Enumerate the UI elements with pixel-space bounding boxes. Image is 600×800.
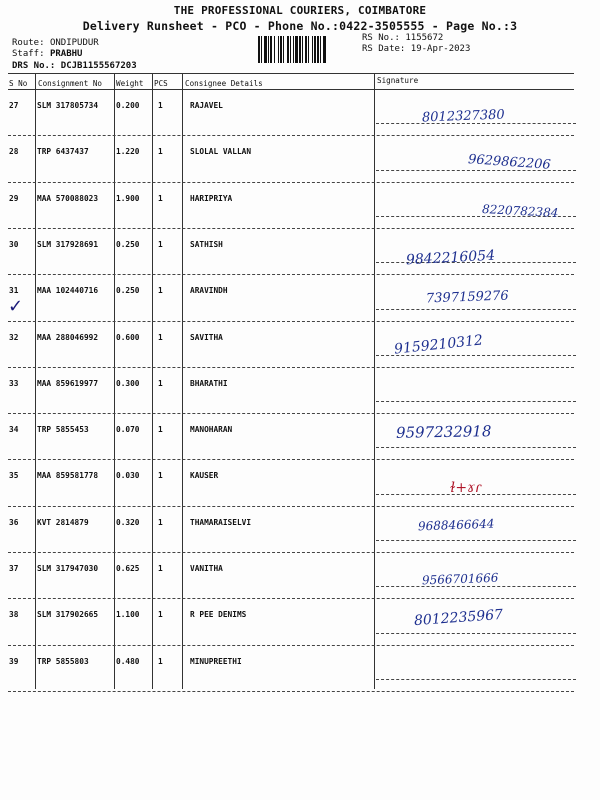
staff-label: Staff:: [12, 49, 45, 59]
cell-consignee: RAJAVEL: [190, 101, 223, 110]
signature-line: [376, 633, 576, 634]
cell-sno: 34: [9, 425, 19, 435]
barcode-bar: [320, 36, 321, 63]
rs-date-line: [362, 44, 470, 54]
handwritten-signature: 9688466644: [417, 516, 495, 534]
cell-consignee: MANOHARAN: [190, 425, 233, 435]
cell-pcs: 1: [158, 239, 163, 249]
cell-weight: 0.480: [116, 656, 140, 666]
column-header-consignee: Consignee Details: [185, 79, 263, 88]
handwritten-signature: 8012235967: [413, 607, 504, 630]
barcode-bar: [302, 36, 303, 63]
cell-sno: 31: [9, 286, 19, 296]
barcode-bar: [299, 36, 301, 63]
cell-pcs: 1: [158, 147, 163, 157]
barcode-bar: [287, 36, 289, 63]
cell-pcs: 1: [158, 425, 163, 435]
row-divider: [8, 459, 574, 460]
column-header-signature: Signature: [377, 76, 419, 85]
cell-pcs: 1: [158, 101, 163, 110]
cell-consignment: MAA 859581778: [37, 471, 99, 481]
cell-weight: 0.070: [116, 425, 140, 435]
cell-sno: 32: [9, 332, 19, 342]
cell-consignee: BHARATHI: [190, 378, 228, 388]
rs-no-value: 1155672: [405, 33, 444, 43]
staff-line: [12, 49, 82, 59]
cell-pcs: 1: [158, 517, 163, 527]
cell-weight: 0.625: [116, 564, 140, 573]
row-divider: [8, 506, 574, 507]
barcode-bar: [323, 36, 326, 63]
cell-sno: 27: [9, 101, 19, 110]
barcode-bar: [278, 36, 279, 63]
row-divider: [8, 182, 574, 183]
row-divider: [8, 367, 574, 368]
signature-line: [376, 401, 576, 402]
cell-weight: 0.200: [116, 101, 140, 110]
cell-consignee: HARIPRIYA: [190, 193, 233, 203]
cell-consignee: SAVITHA: [190, 332, 223, 342]
route-line: [12, 38, 99, 48]
signature-line: [376, 586, 576, 587]
cell-sno: 30: [9, 239, 19, 249]
cell-weight: 0.300: [116, 378, 140, 388]
column-header-sno: S No: [9, 79, 28, 88]
cell-sno: 33: [9, 378, 19, 388]
cell-consignee: ARAVINDH: [190, 286, 228, 296]
cell-consignment: KVT 2814879: [37, 517, 89, 527]
cell-sno: 37: [9, 564, 19, 573]
barcode-bar: [314, 36, 316, 63]
column-header-consignment: Consignment No: [38, 79, 103, 88]
barcode-bar: [274, 36, 275, 63]
cell-sno: 38: [9, 610, 19, 620]
cell-sno: 39: [9, 656, 19, 666]
barcode-bar: [308, 36, 309, 63]
cell-consignment: TRP 5855803: [37, 656, 89, 666]
cell-pcs: 1: [158, 378, 163, 388]
cell-pcs: 1: [158, 471, 163, 481]
handwritten-signature: 9597232918: [395, 422, 492, 442]
barcode-image: [258, 36, 354, 63]
row-divider: [8, 413, 574, 414]
cell-weight: 0.600: [116, 332, 140, 342]
cell-consignee: SLOLAL VALLAN: [190, 147, 252, 157]
row-divider: [8, 321, 574, 322]
cell-consignment: MAA 859619977: [37, 378, 99, 388]
barcode-bar: [305, 36, 307, 63]
handwritten-signature: 9842216054: [405, 247, 496, 269]
row-divider: [8, 598, 574, 599]
rs-date-value: 19-Apr-2023: [410, 44, 471, 54]
cell-sno: 28: [9, 147, 19, 157]
cell-consignee: MINUPREETHI: [190, 656, 242, 666]
handwritten-signature: 8012327380: [421, 107, 505, 126]
cell-consignment: SLM 317805734: [37, 101, 99, 110]
signature-line: [376, 309, 576, 310]
row-divider: [8, 228, 574, 229]
cell-weight: 0.320: [116, 517, 140, 527]
row-divider: [8, 645, 574, 646]
handwritten-signature: 8220782384: [481, 201, 559, 220]
cell-pcs: 1: [158, 193, 163, 203]
header-bottom-border: [8, 89, 574, 90]
drs-label: DRS No.:: [12, 61, 56, 71]
cell-pcs: 1: [158, 332, 163, 342]
cell-consignee: KAUSER: [190, 471, 219, 481]
document-title: THE PROFESSIONAL COURIERS, COIMBATORE: [173, 4, 427, 17]
consignment-table: [8, 73, 574, 693]
signature-line: [376, 540, 576, 541]
barcode-bar: [295, 36, 298, 63]
cell-consignee: SATHISH: [190, 239, 223, 249]
cell-weight: 1.220: [116, 147, 140, 157]
rs-no-label: RS No.:: [362, 33, 400, 43]
cell-consignee: R PEE DENIMS: [190, 610, 247, 620]
barcode-bar: [264, 36, 267, 63]
cell-sno: 35: [9, 471, 19, 481]
row-divider: [8, 274, 574, 275]
cell-pcs: 1: [158, 564, 163, 573]
barcode-bar: [268, 36, 269, 63]
cell-weight: 0.250: [116, 286, 140, 296]
cell-consignment: SLM 317902665: [37, 610, 99, 620]
cell-consignment: MAA 570088023: [37, 193, 99, 203]
handwritten-signature: 9159210312: [393, 331, 484, 358]
drs-line: [12, 61, 137, 71]
barcode-bar: [290, 36, 291, 63]
cell-weight: 1.900: [116, 193, 140, 203]
drs-value: DCJB1155567203: [60, 61, 137, 71]
route-value: ONDIPUDUR: [49, 38, 99, 48]
rs-date-label: RS Date:: [362, 44, 406, 54]
cell-consignee: VANITHA: [190, 564, 223, 573]
cell-weight: 0.250: [116, 239, 140, 249]
staff-value: PRABHU: [49, 49, 83, 59]
barcode-bar: [280, 36, 282, 63]
signature-line: [376, 447, 576, 448]
cell-consignment: SLM 317947030: [37, 564, 99, 573]
column-divider: [374, 73, 375, 689]
route-label: Route:: [12, 38, 45, 48]
barcode-bar: [270, 36, 272, 63]
cell-sno: 29: [9, 193, 19, 203]
cell-sno: 36: [9, 517, 19, 527]
column-divider: [152, 73, 153, 689]
cell-weight: 0.030: [116, 471, 140, 481]
rs-no-line: [362, 33, 443, 43]
barcode-bar: [258, 36, 260, 63]
cell-consignment: MAA 288046992: [37, 332, 99, 342]
column-header-weight: Weight: [116, 79, 144, 88]
table-top-border: [8, 73, 574, 74]
cell-consignee: THAMARAISELVI: [190, 517, 252, 527]
handwritten-signature: 9566701666: [421, 570, 499, 588]
cell-consignment: MAA 102440716: [37, 286, 99, 296]
handwritten-signature: 7397159276: [425, 288, 509, 307]
cell-weight: 1.100: [116, 610, 140, 620]
barcode-bar: [312, 36, 313, 63]
barcode-bar: [317, 36, 319, 63]
barcode-bar: [261, 36, 262, 63]
barcode-bar: [283, 36, 284, 63]
barcode-bar: [293, 36, 294, 63]
cell-consignment: TRP 5855453: [37, 425, 89, 435]
row-divider: [8, 135, 574, 136]
column-divider: [35, 73, 36, 689]
row-divider: [8, 691, 574, 692]
document-subtitle: Delivery Runsheet - PCO - Phone No.:0422-3505555 - Page No.:3: [82, 19, 518, 33]
handwritten-signature: 9629862206: [467, 152, 552, 174]
column-divider: [182, 73, 183, 689]
cell-consignment: TRP 6437437: [37, 147, 89, 157]
cell-pcs: 1: [158, 610, 163, 620]
check-mark-icon: ✓: [8, 296, 24, 317]
row-divider: [8, 552, 574, 553]
handwritten-mark: ɫ+ɤɾ: [450, 480, 482, 496]
signature-line: [376, 679, 576, 680]
column-header-pcs: PCS: [154, 79, 168, 88]
column-divider: [114, 73, 115, 689]
cell-pcs: 1: [158, 656, 163, 666]
cell-consignment: SLM 317928691: [37, 239, 99, 249]
cell-pcs: 1: [158, 286, 163, 296]
